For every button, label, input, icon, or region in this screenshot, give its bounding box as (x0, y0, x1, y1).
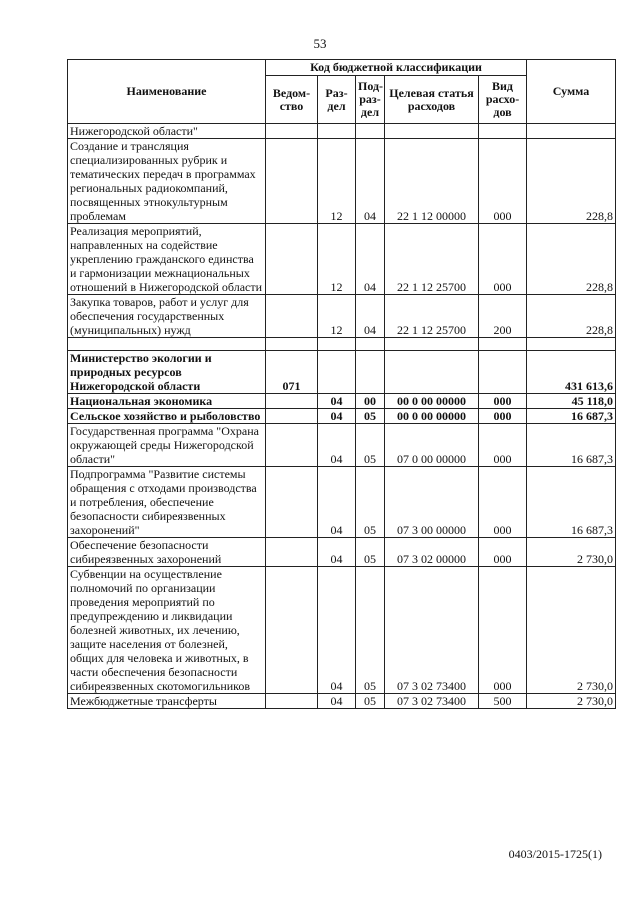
row-target: 07 3 02 73400 (385, 567, 479, 694)
row-dept (266, 338, 318, 351)
row-target (385, 338, 479, 351)
table-row (68, 467, 616, 538)
row-target: 07 3 02 00000 (385, 538, 479, 567)
row-target: 07 0 00 00000 (385, 424, 479, 467)
page-number: 53 (313, 36, 327, 51)
row-name: Закупка товаров, работ и услуг для обеспечения государственных (муниципальных) нужд (68, 295, 266, 338)
row-name (68, 338, 266, 351)
row-subsection (356, 338, 385, 351)
table-row (68, 409, 616, 424)
row-target (385, 124, 479, 139)
row-subsection: 05 (356, 424, 385, 467)
row-name: Национальная экономика (68, 394, 266, 409)
row-sum: 228,8 (527, 295, 616, 338)
row-kind: 500 (479, 694, 527, 709)
row-kind: 000 (479, 139, 527, 224)
row-dept (266, 409, 318, 424)
row-name: Реализация мероприятий, направленных на содействие укреплению гражданского единства и гармонизации межнациональных отношений в Нижегородской области (68, 224, 266, 295)
table-row (68, 139, 616, 224)
row-subsection (356, 124, 385, 139)
row-subsection: 05 (356, 409, 385, 424)
row-subsection: 00 (356, 394, 385, 409)
row-section: 04 (318, 409, 356, 424)
row-kind: 000 (479, 409, 527, 424)
row-kind (479, 351, 527, 394)
row-name: Министерство экологии и природных ресурсов Нижегородской области (68, 351, 266, 394)
header-subsection: Под-раз-дел (356, 76, 385, 124)
row-section: 12 (318, 295, 356, 338)
row-target: 22 1 12 25700 (385, 295, 479, 338)
table-row (68, 351, 616, 394)
header-dept: Ведом-ство (266, 76, 318, 124)
row-section (318, 338, 356, 351)
row-dept (266, 139, 318, 224)
row-section: 12 (318, 139, 356, 224)
row-section: 04 (318, 694, 356, 709)
row-name: Нижегородской области" (68, 124, 266, 139)
row-dept (266, 124, 318, 139)
row-dept (266, 538, 318, 567)
row-name: Государственная программа "Охрана окружающей среды Нижегородской области" (68, 424, 266, 467)
row-sum: 228,8 (527, 224, 616, 295)
row-dept (266, 467, 318, 538)
row-dept (266, 224, 318, 295)
row-subsection: 04 (356, 139, 385, 224)
table-row (68, 694, 616, 709)
row-kind: 200 (479, 295, 527, 338)
row-name: Обеспечение безопасности сибиреязвенных захоронений (68, 538, 266, 567)
row-target (385, 351, 479, 394)
row-sum: 45 118,0 (527, 394, 616, 409)
row-kind: 000 (479, 567, 527, 694)
row-target: 07 3 00 00000 (385, 467, 479, 538)
row-sum: 228,8 (527, 139, 616, 224)
row-sum: 16 687,3 (527, 467, 616, 538)
document-code: 0403/2015-1725(1) (508, 847, 602, 861)
row-name: Межбюджетные трансферты (68, 694, 266, 709)
row-subsection: 05 (356, 567, 385, 694)
header-sum: Сумма (527, 60, 616, 124)
table-row (68, 394, 616, 409)
row-sum: 431 613,6 (527, 351, 616, 394)
row-sum (527, 338, 616, 351)
row-section: 12 (318, 224, 356, 295)
row-section: 04 (318, 394, 356, 409)
row-dept: 071 (266, 351, 318, 394)
table-row (68, 424, 616, 467)
row-kind: 000 (479, 394, 527, 409)
header-kind: Вид расхо-дов (479, 76, 527, 124)
row-section (318, 351, 356, 394)
row-section: 04 (318, 567, 356, 694)
table-row (68, 295, 616, 338)
row-subsection: 05 (356, 694, 385, 709)
row-subsection: 05 (356, 538, 385, 567)
row-dept (266, 567, 318, 694)
row-kind (479, 124, 527, 139)
row-dept (266, 424, 318, 467)
row-dept (266, 295, 318, 338)
row-target: 07 3 02 73400 (385, 694, 479, 709)
header-section: Раз-дел (318, 76, 356, 124)
row-dept (266, 394, 318, 409)
row-name: Подпрограмма "Развитие системы обращения с отходами производства и потребления, обеспечение безопасности сибиреязвенных захоронений" (68, 467, 266, 538)
row-subsection: 04 (356, 224, 385, 295)
budget-table (67, 59, 616, 709)
row-kind (479, 338, 527, 351)
row-dept (266, 694, 318, 709)
row-section (318, 124, 356, 139)
header-target: Целевая статья расходов (385, 76, 479, 124)
table-row-blank (68, 338, 616, 351)
row-target: 00 0 00 00000 (385, 394, 479, 409)
row-kind: 000 (479, 538, 527, 567)
row-target: 22 1 12 00000 (385, 139, 479, 224)
row-kind: 000 (479, 467, 527, 538)
row-sum: 2 730,0 (527, 538, 616, 567)
row-sum (527, 124, 616, 139)
row-name: Субвенции на осуществление полномочий по организации проведения мероприятий по предупреждению и ликвидации болезней животных, их лечению, защите населения от болезней, общих для человека и животных, в части обеспечения безопасности сибиреязвенных скотомогильников (68, 567, 266, 694)
row-name: Создание и трансляция специализированных рубрик и тематических передач в программах региональных радиокомпаний, посвященных этнокультурным проблемам (68, 139, 266, 224)
row-section: 04 (318, 467, 356, 538)
row-sum: 2 730,0 (527, 694, 616, 709)
row-sum: 16 687,3 (527, 424, 616, 467)
row-subsection: 04 (356, 295, 385, 338)
row-section: 04 (318, 424, 356, 467)
row-name: Сельское хозяйство и рыболовство (68, 409, 266, 424)
row-kind: 000 (479, 424, 527, 467)
table-row (68, 567, 616, 694)
header-classification-group: Код бюджетной классификации (266, 60, 527, 76)
row-sum: 16 687,3 (527, 409, 616, 424)
table-row (68, 224, 616, 295)
table-row (68, 538, 616, 567)
row-target: 00 0 00 00000 (385, 409, 479, 424)
row-subsection: 05 (356, 467, 385, 538)
row-section: 04 (318, 538, 356, 567)
row-sum: 2 730,0 (527, 567, 616, 694)
header-name: Наименование (68, 60, 266, 124)
row-subsection (356, 351, 385, 394)
row-kind: 000 (479, 224, 527, 295)
table-row (68, 124, 616, 139)
row-target: 22 1 12 25700 (385, 224, 479, 295)
